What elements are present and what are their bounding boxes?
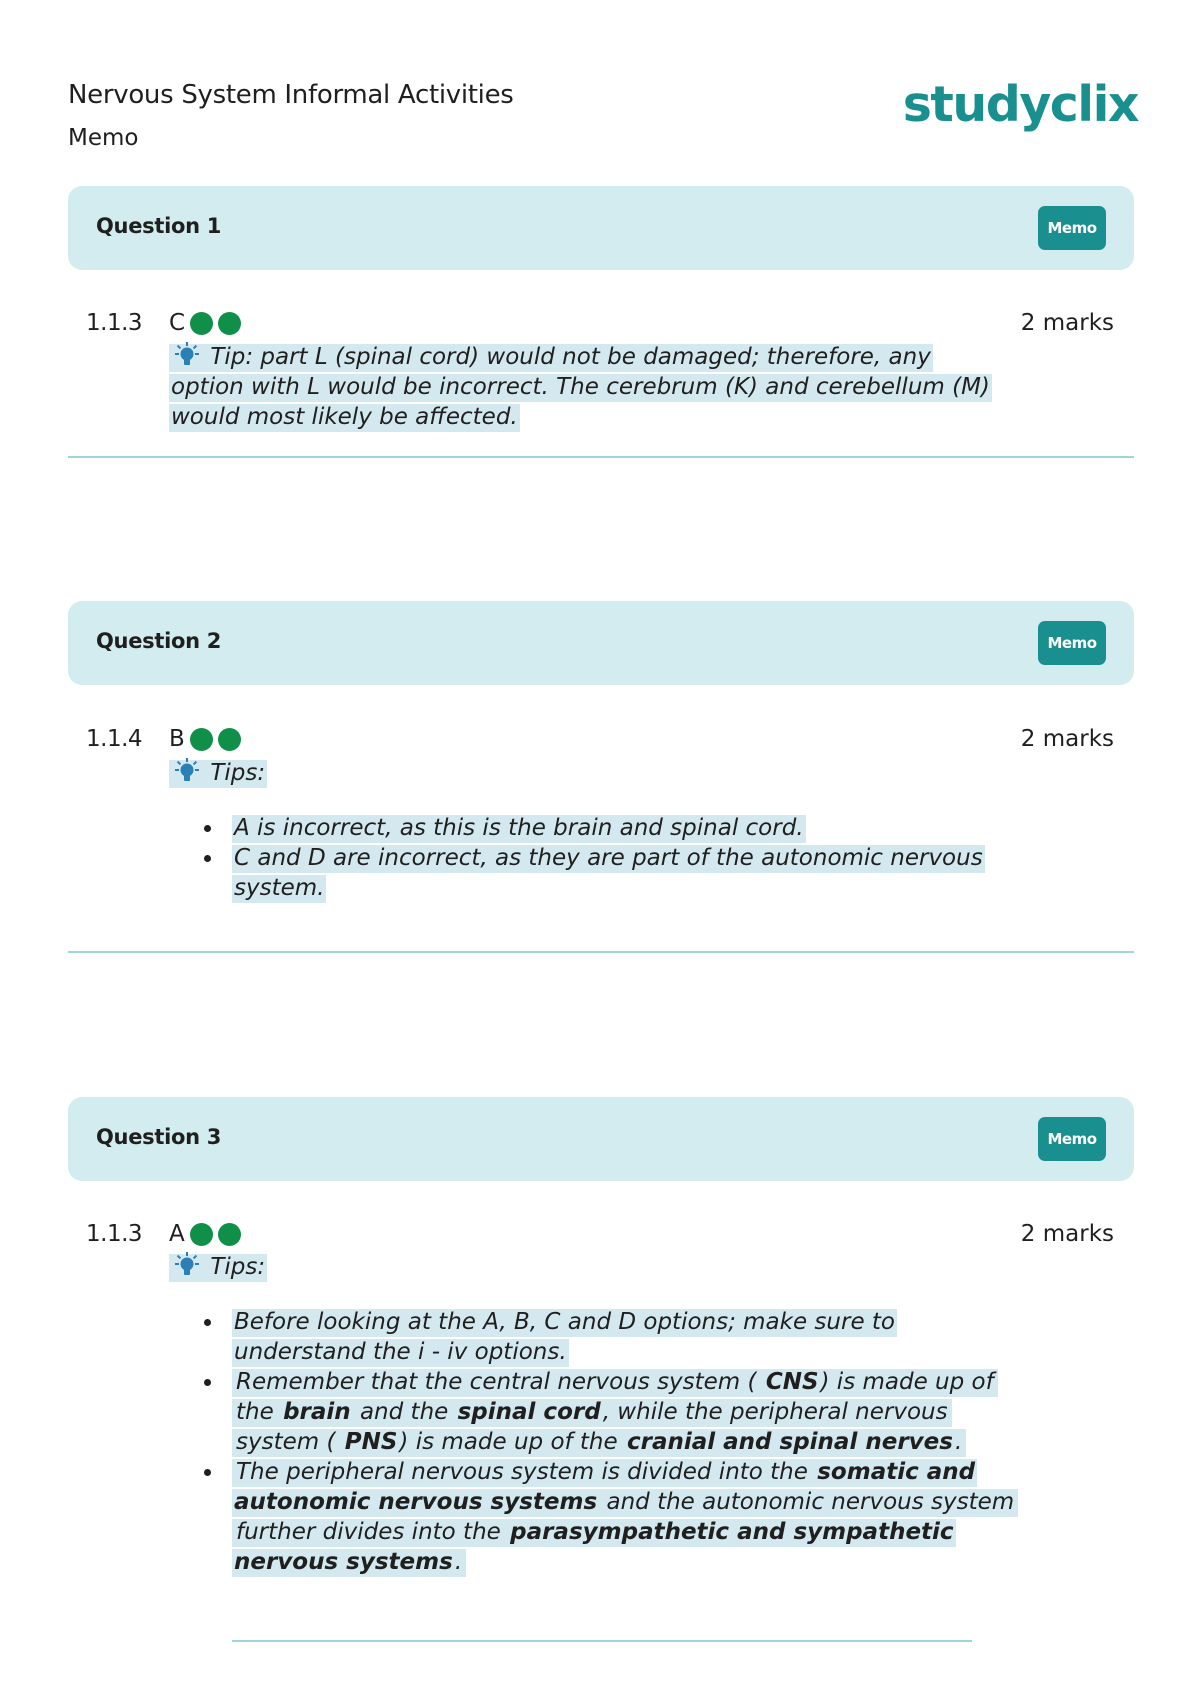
question-3-bar: [68, 1097, 1134, 1181]
mark-dot-icon: [190, 1223, 213, 1246]
question-divider: [68, 951, 1134, 953]
tips-label: Tips:: [210, 760, 266, 786]
tips-label: Tips:: [210, 1254, 266, 1280]
question-divider: [232, 1640, 972, 1642]
bold-term: autonomic nervous systems: [234, 1489, 598, 1515]
text-run: , while the peripheral nervous: [602, 1399, 948, 1425]
question-number: 1.1.4: [86, 726, 143, 752]
text-run: The peripheral nervous system is divided into the: [236, 1459, 816, 1485]
question-1-title: Question 1: [96, 214, 222, 238]
lightbulb-icon: [171, 1251, 203, 1279]
text-run: ) is made up of: [820, 1369, 994, 1395]
bullet-dot-icon: [204, 825, 211, 832]
question-2-memo-button[interactable]: Memo: [1038, 621, 1106, 665]
answer-choice: [169, 310, 241, 336]
mark-dot-icon: [218, 1223, 241, 1246]
question-2-title: Question 2: [96, 629, 222, 653]
bullet-dot-icon: [204, 1319, 211, 1326]
bold-term: cranial and spinal nerves: [626, 1429, 953, 1455]
question-2-tips-label: [169, 757, 267, 788]
document-title: Nervous System Informal Activities: [68, 80, 514, 110]
answer-letter: A: [169, 1221, 185, 1247]
tip-line: would most likely be affected.: [171, 404, 518, 430]
marks-label: 2 marks: [1020, 726, 1114, 752]
answer-choice: [169, 1221, 241, 1247]
marks-label: 2 marks: [1020, 310, 1114, 336]
question-divider: [68, 456, 1134, 458]
bold-term: brain: [283, 1399, 351, 1425]
list-item: [200, 1367, 1018, 1457]
mark-dot-icon: [190, 312, 213, 335]
bullet-dot-icon: [204, 1469, 211, 1476]
list-item: [200, 1457, 1018, 1577]
mark-dot-icon: [218, 312, 241, 335]
question-2-bullets: [200, 813, 985, 903]
mark-dot-icon: [218, 728, 241, 751]
bold-term: PNS: [344, 1429, 398, 1455]
bold-term: nervous systems: [234, 1549, 453, 1575]
text-run: .: [454, 1549, 463, 1575]
tip-line: Tip: part L (spinal cord) would not be damaged; therefore, any: [210, 344, 931, 370]
answer-choice: [169, 726, 241, 752]
list-item: [200, 813, 985, 843]
text-run: ) is made up of the: [399, 1429, 625, 1455]
tip-line: option with L would be incorrect. The cerebrum (K) and cerebellum (M): [171, 374, 990, 400]
bullet-line: system.: [234, 875, 325, 901]
bold-term: CNS: [765, 1369, 819, 1395]
text-run: Remember that the central nervous system (: [236, 1369, 764, 1395]
question-3-title: Question 3: [96, 1125, 222, 1149]
text-run: the: [236, 1399, 282, 1425]
question-number: 1.1.3: [86, 1221, 143, 1247]
question-1-memo-button[interactable]: Memo: [1038, 206, 1106, 250]
text-run: system (: [236, 1429, 343, 1455]
question-1-tip: [169, 341, 992, 432]
bold-term: somatic and: [817, 1459, 976, 1485]
question-1-bar: [68, 186, 1134, 270]
lightbulb-icon: [171, 341, 203, 369]
studyclix-logo: studyclix: [902, 76, 1138, 133]
answer-letter: C: [169, 310, 186, 336]
question-number: 1.1.3: [86, 310, 143, 336]
marks-label: 2 marks: [1020, 1221, 1114, 1247]
question-3-tips-label: [169, 1251, 267, 1282]
text-run: and the: [352, 1399, 456, 1425]
bold-term: spinal cord: [457, 1399, 601, 1425]
bullet-line: understand the i - iv options.: [234, 1339, 567, 1365]
bold-term: parasympathetic and sympathetic: [510, 1519, 954, 1545]
text-run: further divides into the: [236, 1519, 509, 1545]
question-3-bullets: [200, 1307, 1018, 1577]
text-run: .: [954, 1429, 963, 1455]
lightbulb-icon: [171, 757, 203, 785]
document-subtitle: Memo: [68, 125, 139, 151]
question-2-bar: [68, 601, 1134, 685]
question-3-memo-button[interactable]: Memo: [1038, 1117, 1106, 1161]
list-item: [200, 843, 985, 903]
bullet-line: Before looking at the A, B, C and D options; make sure to: [234, 1309, 896, 1335]
bullet-line: A is incorrect, as this is the brain and spinal cord.: [234, 815, 804, 841]
answer-letter: B: [169, 726, 185, 752]
text-run: and the autonomic nervous system: [599, 1489, 1015, 1515]
bullet-dot-icon: [204, 855, 211, 862]
mark-dot-icon: [190, 728, 213, 751]
bullet-line: C and D are incorrect, as they are part of the autonomic nervous: [234, 845, 983, 871]
bullet-dot-icon: [204, 1379, 211, 1386]
list-item: [200, 1307, 1018, 1367]
